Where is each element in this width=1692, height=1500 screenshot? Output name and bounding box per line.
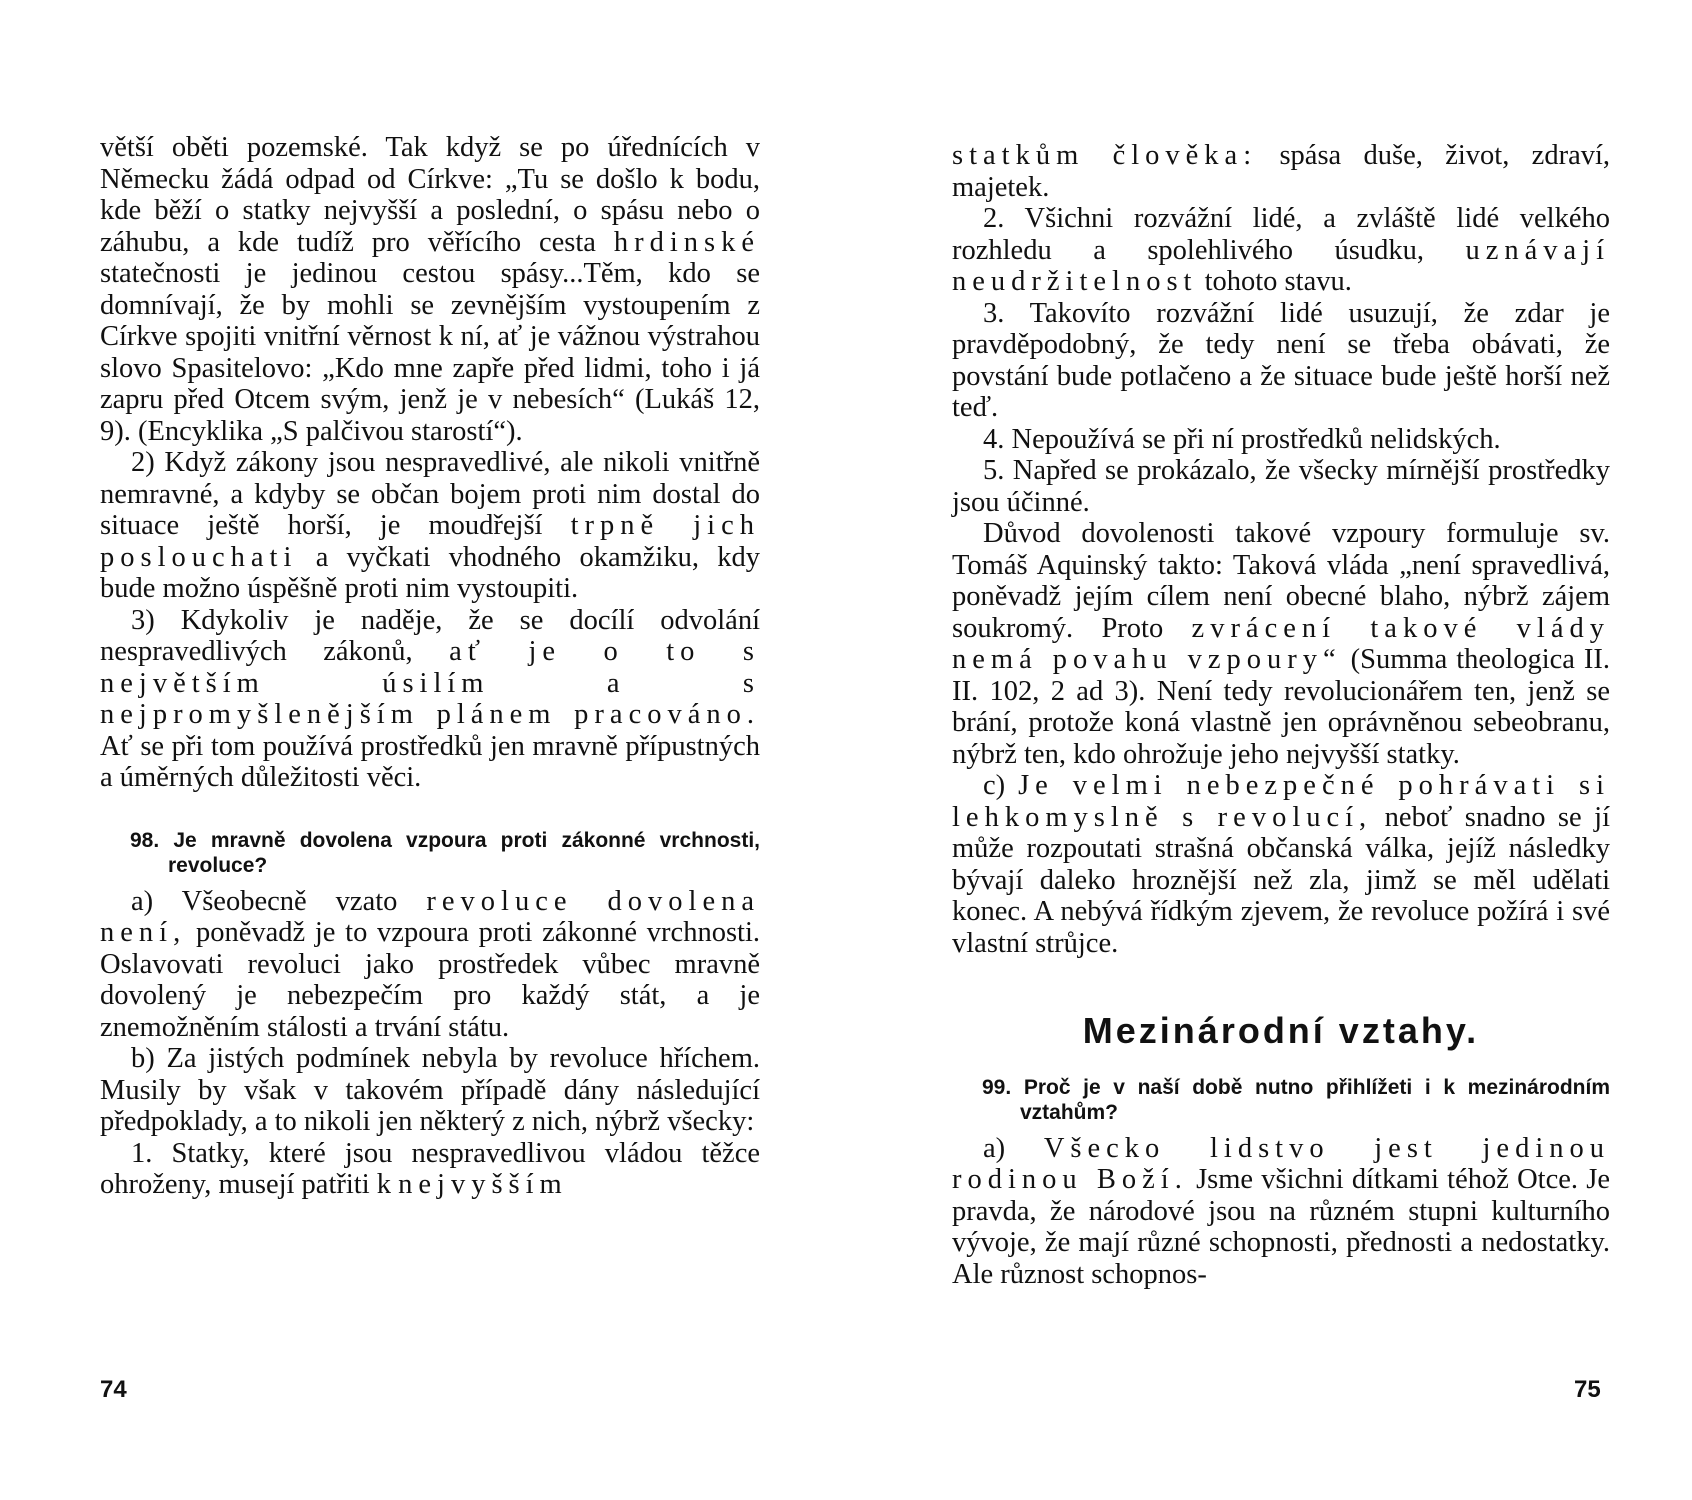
page-number-right: 75: [1574, 1376, 1601, 1403]
paragraph-answer-c: c) Je velmi nebezpečné pohrávati si lehkomyslně s revolucí, neboť snadno se jí může rozpoutati strašná občanská válka, jejíž následky bývají daleko hroznější než zla, jimž se měl udělati konec. A nebývá řídkým zjevem, že revoluce požírá i své vlastní strůjce.: [952, 770, 1610, 959]
paragraph-condition-2: 2. Všichni rozvážní lidé, a zvláště lidé velkého rozhledu a spolehlivého úsudku, uznávají neudržitelnost tohoto stavu.: [952, 203, 1610, 297]
page-number-left: 74: [100, 1376, 127, 1403]
paragraph-condition-1: 1. Statky, které jsou nespravedlivou vládou těžce ohroženy, musejí patřiti k nejvyšším: [100, 1137, 760, 1200]
paragraph-point-2: 2) Když zákony jsou nespravedlivé, ale nikoli vnitřně nemravné, a kdyby se občan bojem proti nim dostal do situace ještě horší, je moudřejší trpně jich poslouchati a vyčkati vhodného okamžiku, kdy bude možno úspěšně proti nim vystoupiti.: [100, 447, 760, 604]
paragraph-aquinas: Důvod dovolenosti takové vzpoury formuluje sv. Tomáš Aquinský takto: Taková vláda „není spravedlivá, poněvadž jejím cílem není obecné blaho, nýbrž zájem soukromý. Proto zvrácení takové vlády nemá povahu vzpoury“ (Summa theologica II. II. 102, 2 ad 3). Není tedy revolucionářem ten, jenž se brání, protože koná vlastně jen oprávněnou sebeobranu, nýbrž ten, kdo ohrožuje jeho nejvyšší statky.: [952, 518, 1611, 770]
paragraph-point-3: 3) Kdykoliv je naděje, že se docílí odvolání nespravedlivých zákonů, ať je o to s největším úsilím a s nejpromyšlenějším plánem pracováno. Ať se při tom používá prostředků jen mravně přípustných a úměrných důležitosti věci.: [100, 604, 761, 793]
paragraph-continuation: statkům člověka: spása duše, život, zdraví, majetek.: [952, 140, 1611, 203]
paragraph-condition-5: 5. Napřed se prokázalo, že všecky mírnější prostředky jsou účinné.: [952, 455, 1610, 518]
right-page: [846, 0, 1692, 1500]
spaced-emphasis: revoluce dovolena není,: [100, 885, 760, 948]
paragraph-answer-a-right: a) Všecko lidstvo jest jedinou rodinou Boží. Jsme všichni dítkami téhož Otce. Je pravda, že národové jsou na různém stupni kulturního vývoje, že mají různé schopnosti, přednosti a nedostatky. Ale různost schopnos-: [952, 1132, 1610, 1290]
spaced-emphasis: Všecko lidstvo jest jedinou rodinou Boží.: [952, 1132, 1610, 1195]
paragraph-intro: větší oběti pozemské. Tak když se po úřednících v Německu žádá odpad od Církve: „Tu se došlo k bodu, kde běží o statky nejvyšší a poslední, o spásu nebo o záhubu, a kde tudíž pro věřícího cesta hrdinské statečnosti je jedinou cestou spásy...Těm, kdo se domnívají, že by mohli se zevnějším vystoupením z Církve spojiti vnitřní věrnost k ní, ať je vážnou výstrahou slovo Spasitelovo: „Kdo mne zapře před lidmi, toho i já zapru před Otcem svým, jenž je v nebesích“ (Lukáš 12, 9). (Encyklika „S palčivou starostí“).: [100, 132, 760, 447]
spaced-emphasis: zvrácení takové vlády nemá povahu vzpoury“: [952, 612, 1610, 675]
spaced-emphasis: statkům člověka:: [952, 140, 1258, 171]
spaced-emphasis: trpně jich poslouchati: [100, 510, 760, 573]
spaced-emphasis: hrdinské: [613, 226, 760, 258]
paragraph-answer-b: b) Za jistých podmínek nebyla by revoluce hříchem. Musily by však v takovém případě dány následující předpoklady, a to nikoli jen některý z nich, nýbrž všecky:: [100, 1043, 760, 1137]
paragraph-condition-3: 3. Takovíto rozvážní lidé usuzují, že zdar je pravděpodobný, že tedy není se třeba obávati, že povstání bude potlačeno a že situace bude ještě horší než teď.: [952, 297, 1610, 423]
left-text-column: [100, 132, 760, 1201]
section-title: Mezinárodní vztahy.: [1082, 1010, 1480, 1051]
spaced-emphasis: nejvyšším: [398, 1169, 568, 1200]
paragraph-condition-4: 4. Nepoužívá se při ní prostředků nelidských.: [983, 423, 1501, 455]
spaced-emphasis: uznávají neudržitelnost: [952, 234, 1610, 297]
question-99-heading: 99. Proč je v naší době nutno přihlížeti i k mezinárodním vztahům?: [982, 1075, 1610, 1124]
paragraph-answer-a: a) Všeobecně vzato revoluce dovolena není, poněvadž je to vzpoura proti zákonné vrchnosti. Oslavovati revoluci jako prostředek vůbec mravně dovolený je nebezpečím pro každý stát, a je znemožněním stálosti a trvání státu.: [100, 885, 760, 1043]
spaced-emphasis: Je velmi nebezpečné pohrávati si lehkomyslně s revolucí,: [952, 770, 1610, 833]
right-text-column: [952, 140, 1610, 1290]
question-98-heading: 98. Je mravně dovolena vzpoura proti zákonné vrchnosti, revoluce?: [130, 828, 760, 877]
spaced-emphasis: ať je o to s největším úsilím a s nejpromyšlenějším plánem pracováno.: [100, 636, 761, 730]
